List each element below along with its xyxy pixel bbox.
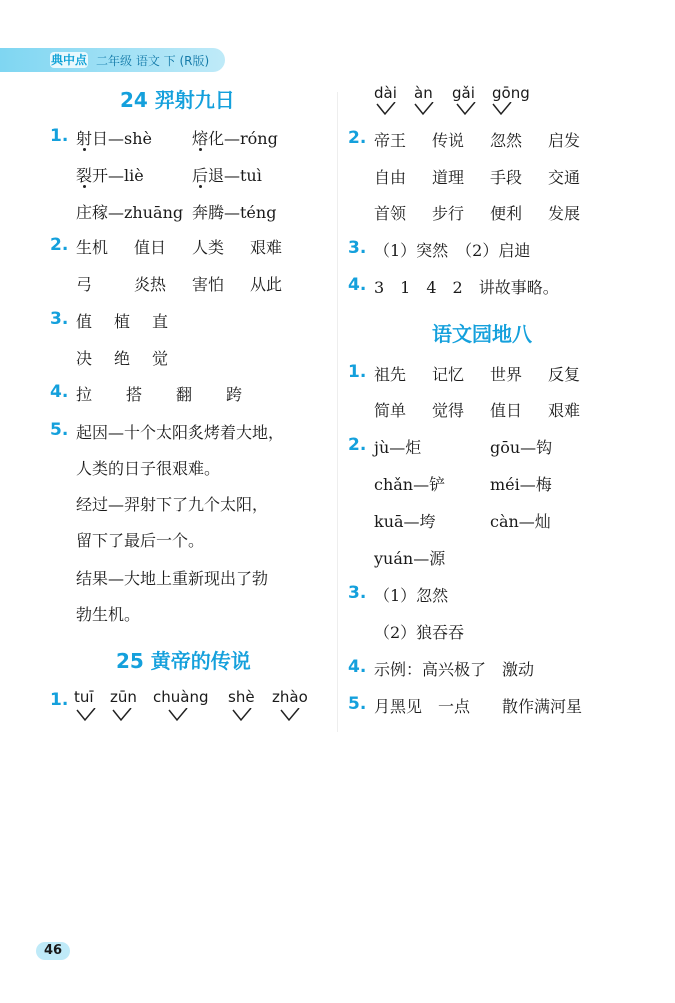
q5-line: 经过—羿射下了九个太阳， (76, 495, 269, 514)
q1-number: 1. (50, 126, 69, 146)
g3-answer: （2）狼吞吞 (374, 623, 465, 642)
q3-char: 绝 (114, 349, 131, 368)
q1-item: 庄稼—zhuāng (76, 203, 184, 222)
lesson-24-title: 24 羿射九日 (120, 88, 235, 112)
pinyin-answer: shè (228, 688, 255, 706)
q2-word: 生机 (76, 238, 109, 257)
q1b-number: 1. (50, 690, 69, 710)
g1-word: 记忆 (432, 365, 465, 384)
q2-word: 从此 (250, 275, 283, 294)
g1-word: 祖先 (374, 365, 407, 384)
pinyin-answer: tuī (74, 688, 94, 706)
g3-answer: （1）忽然 (374, 586, 449, 605)
q2-word: 弓 (76, 275, 93, 294)
q1-item: 熔化—róng (192, 129, 278, 148)
g2-item: kuā—垮 (374, 512, 436, 531)
q2-word: 手段 (490, 168, 523, 187)
q2-word: 值日 (134, 238, 167, 257)
q2-number: 2. (348, 128, 367, 148)
g1-number: 1. (348, 362, 367, 382)
q2-word: 传说 (432, 131, 465, 150)
q4-number: 4. (348, 275, 367, 295)
q4-char: 拉 (76, 385, 93, 404)
q2-word: 发展 (548, 204, 581, 223)
q3-answer: （1）突然 （2）启迪 (374, 241, 531, 260)
check-mark-icon (414, 102, 434, 116)
g1-word: 简单 (374, 401, 407, 420)
q2-word: 步行 (432, 204, 465, 223)
q2-word: 首领 (374, 204, 407, 223)
q2-word: 害怕 (192, 275, 225, 294)
g4-answer: 示例：高兴极了 激动 (374, 660, 535, 679)
q5-line: 起因—十个太阳炙烤着大地， (76, 423, 285, 442)
emphasis-dot (83, 185, 86, 188)
q3-char: 决 (76, 349, 93, 368)
q3-number: 3. (348, 238, 367, 258)
g2-item: jù—炬 (374, 438, 422, 457)
q2-word: 忽然 (490, 131, 523, 150)
g1-word: 艰难 (548, 401, 581, 420)
q2-word: 便利 (490, 204, 523, 223)
g1-word: 值日 (490, 401, 523, 420)
pinyin-answer: gōng (492, 84, 530, 102)
lesson-25-title: 25 黄帝的传说 (116, 649, 251, 673)
g2-number: 2. (348, 435, 367, 455)
q3-char: 直 (152, 312, 169, 331)
q2-word: 启发 (548, 131, 581, 150)
g5-number: 5. (348, 694, 367, 714)
emphasis-dot (83, 148, 86, 151)
g3-number: 3. (348, 583, 367, 603)
garden-8-title: 语文园地八 (432, 322, 532, 346)
q4-number: 4. (50, 382, 69, 402)
g1-word: 世界 (490, 365, 523, 384)
g1-word: 觉得 (432, 401, 465, 420)
g2-item: méi—梅 (490, 475, 552, 494)
pinyin-answer: zhào (272, 688, 308, 706)
q2-number: 2. (50, 235, 69, 255)
q2-word: 道理 (432, 168, 465, 187)
pinyin-answer: dài (374, 84, 397, 102)
pinyin-answer: gǎi (452, 84, 475, 102)
q4-char: 翻 (176, 385, 193, 404)
pinyin-answer: zūn (110, 688, 137, 706)
check-mark-icon (280, 708, 300, 722)
g2-item: chǎn—铲 (374, 475, 446, 494)
g4-number: 4. (348, 657, 367, 677)
check-mark-icon (76, 708, 96, 722)
q3-char: 植 (114, 312, 131, 331)
q3-char: 值 (76, 312, 93, 331)
g5-answer: 月黑见 一点 散作满河星 (374, 697, 583, 716)
emphasis-dot (199, 185, 202, 188)
q5-line: 人类的日子很艰难。 (76, 459, 221, 478)
q2-word: 人类 (192, 238, 225, 257)
q4-char: 跨 (226, 385, 243, 404)
g2-item: gōu—钩 (490, 438, 553, 457)
page-number: 46 (36, 942, 70, 960)
check-mark-icon (112, 708, 132, 722)
check-mark-icon (168, 708, 188, 722)
check-mark-icon (232, 708, 252, 722)
q3-char: 觉 (152, 349, 169, 368)
q4-char: 搭 (126, 385, 143, 404)
q2-word: 交通 (548, 168, 581, 187)
q1-item: 裂开—liè (76, 166, 144, 185)
check-mark-icon (456, 102, 476, 116)
emphasis-dot (199, 148, 202, 151)
pinyin-answer: àn (414, 84, 433, 102)
g1-word: 反复 (548, 365, 581, 384)
pinyin-answer: chuàng (153, 688, 209, 706)
q2-word: 自由 (374, 168, 407, 187)
check-mark-icon (376, 102, 396, 116)
brand-logo: 典中点 (50, 53, 87, 67)
g2-item: càn—灿 (490, 512, 551, 531)
q2-word: 帝王 (374, 131, 407, 150)
header-title: 二年级 语文 下 (R版) (96, 54, 210, 68)
q2-word: 艰难 (250, 238, 283, 257)
check-mark-icon (492, 102, 512, 116)
q5-number: 5. (50, 420, 69, 440)
q1-item: 奔腾—téng (192, 203, 277, 222)
q1-item: 后退—tuì (192, 166, 262, 185)
q1-item: 射日—shè (76, 129, 152, 148)
q2-word: 炎热 (134, 275, 167, 294)
column-divider (337, 92, 338, 732)
q3-number: 3. (50, 309, 69, 329)
q5-line: 留下了最后一个。 (76, 531, 205, 550)
q5-line: 勃生机。 (76, 605, 141, 624)
g2-item: yuán—源 (374, 549, 446, 568)
q4-answer: 3 1 4 2 讲故事略。 (374, 278, 559, 297)
q5-line: 结果—大地上重新现出了勃 (76, 569, 269, 588)
